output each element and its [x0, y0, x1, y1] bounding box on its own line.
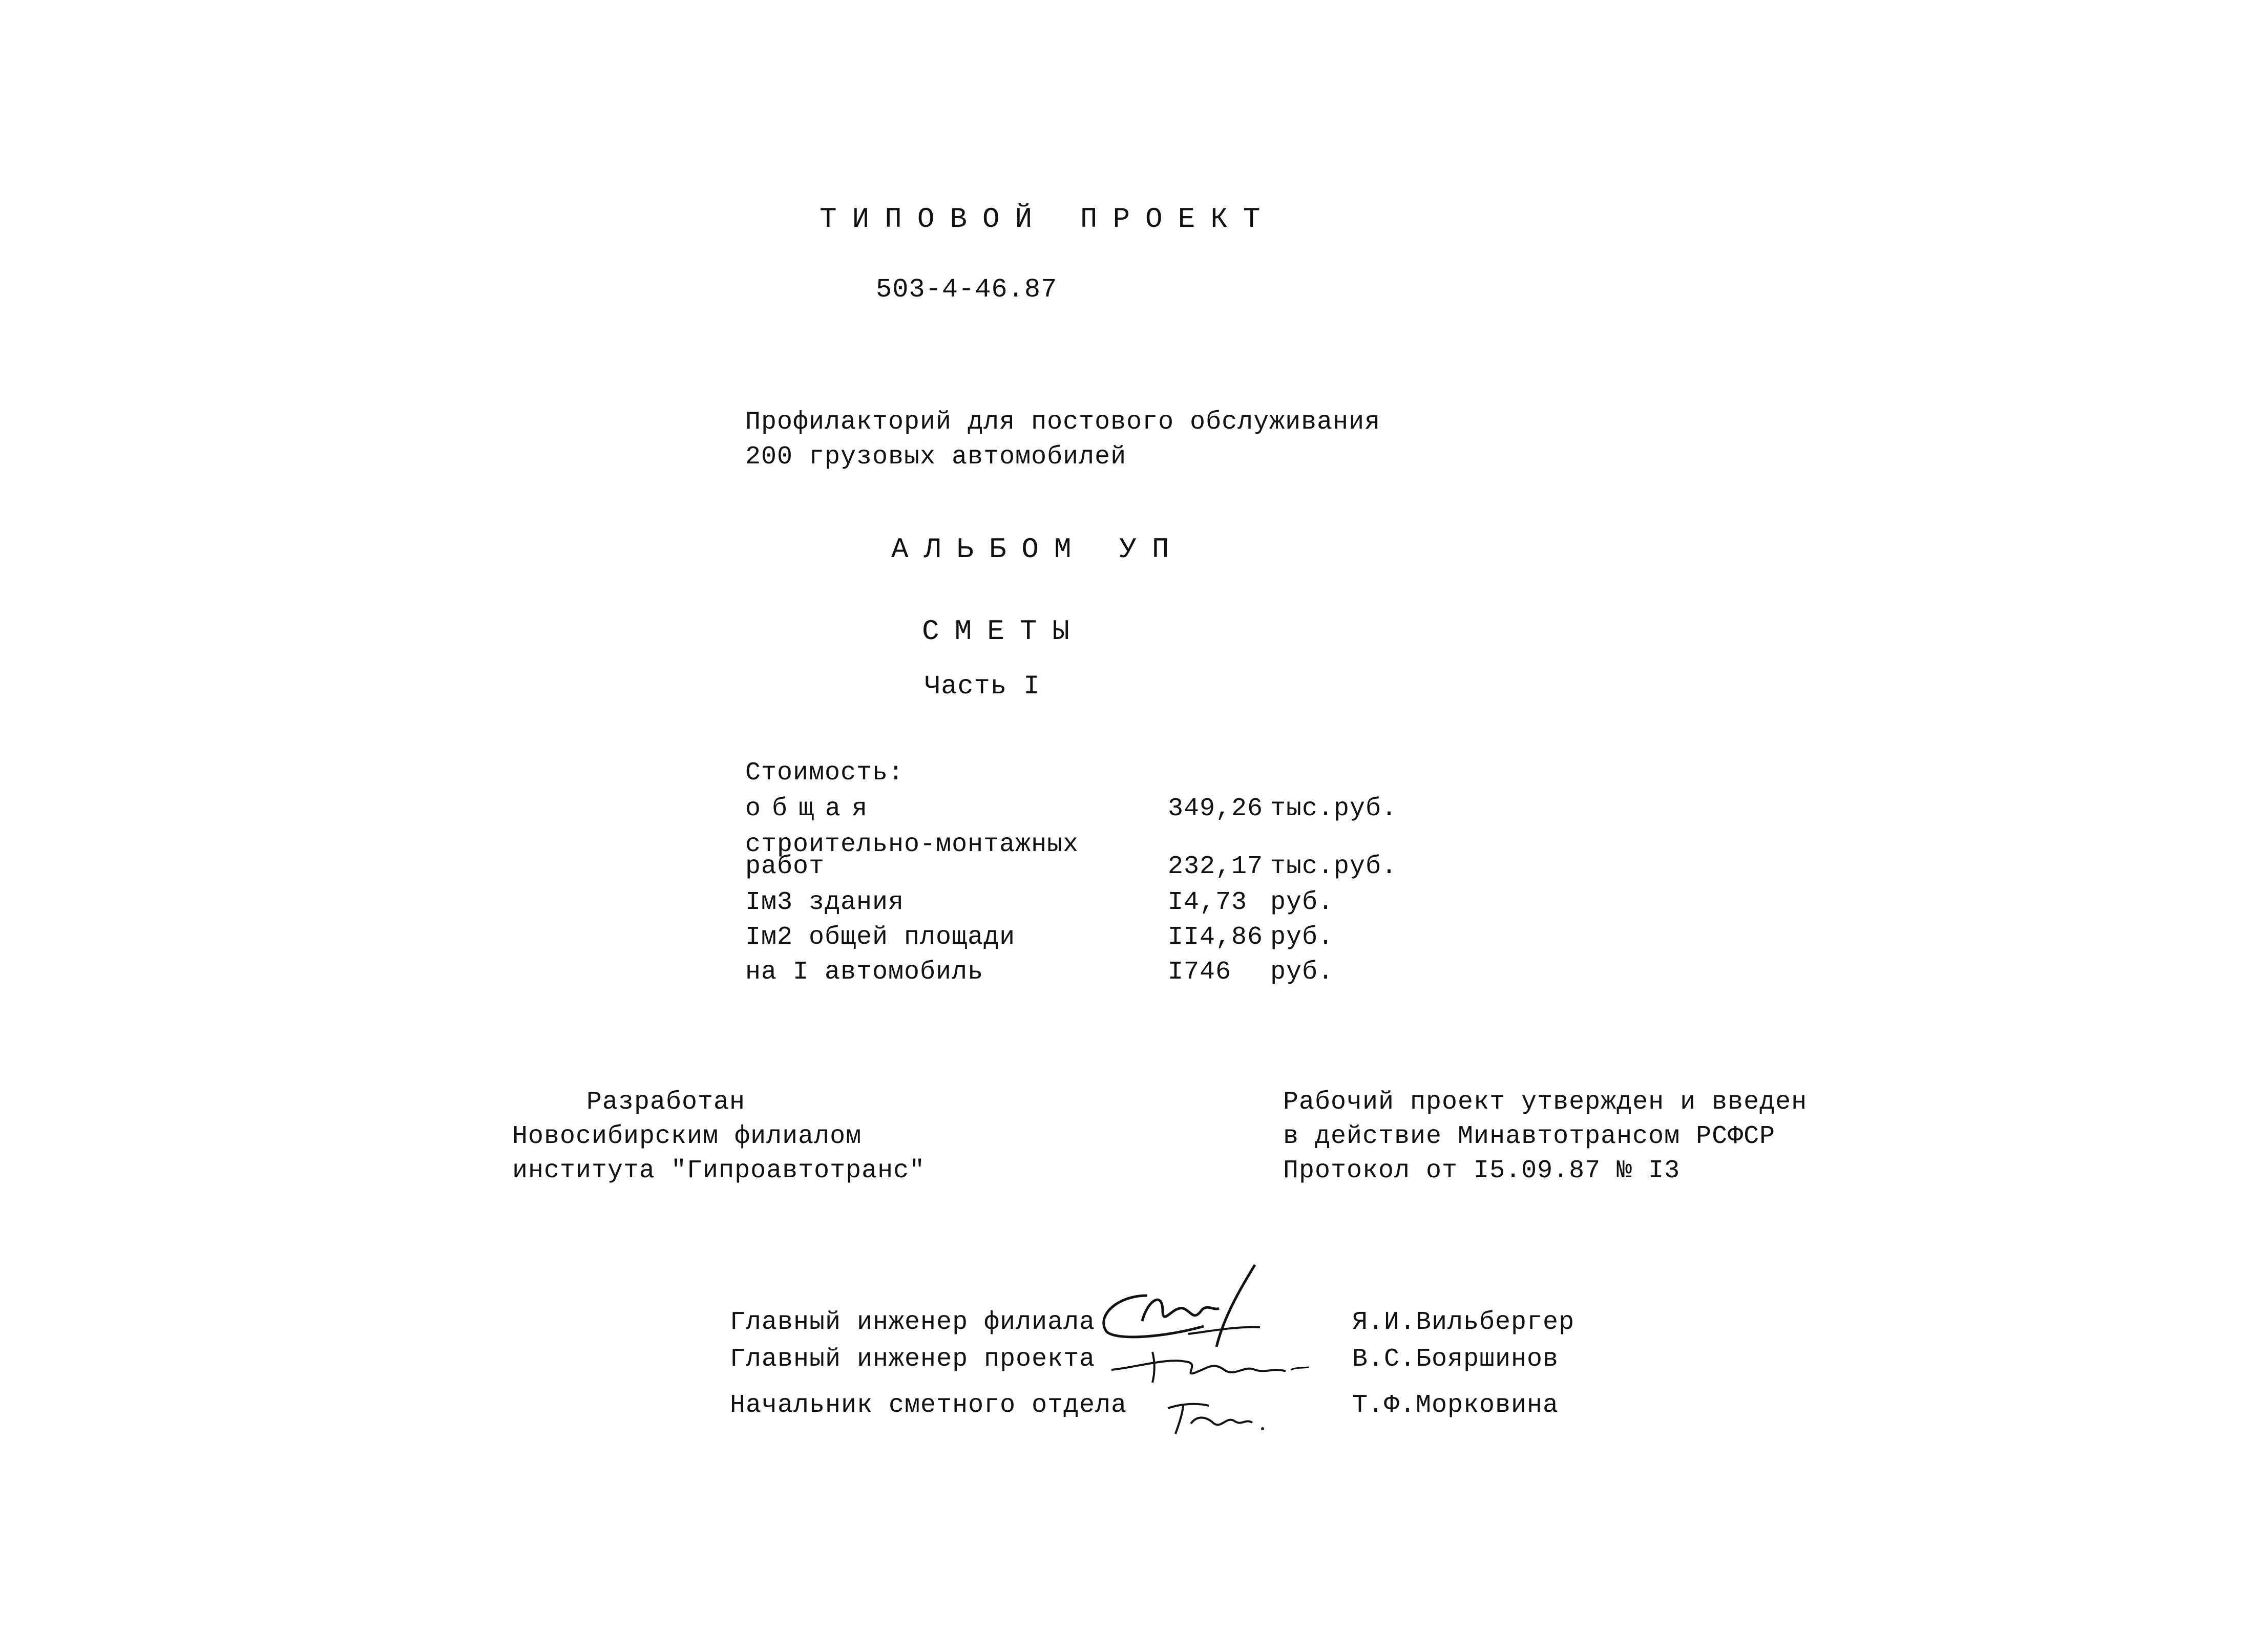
- developer-line-3: института "Гипроавтотранс": [512, 1156, 926, 1185]
- developer-line-2: Новосибирским филиалом: [512, 1122, 862, 1151]
- cost-unit-total: тыс.руб.: [1270, 794, 1398, 823]
- signatory-role-2: Главный инженер проекта: [730, 1345, 1096, 1374]
- signature-1-icon: [1086, 1260, 1270, 1352]
- project-number: 503-4-46.87: [876, 274, 1058, 305]
- signatory-name-2: В.С.Бояршинов: [1352, 1345, 1559, 1374]
- subject-line-2: 200 грузовых автомобилей: [745, 442, 1127, 472]
- cost-label-m3: Iм3 здания: [745, 888, 905, 917]
- signature-3-icon: [1163, 1393, 1275, 1439]
- cost-label-vehicle: на I автомобиль: [745, 958, 984, 987]
- signatory-role-1: Главный инженер филиала: [730, 1308, 1096, 1337]
- signatory-name-3: Т.Ф.Морковина: [1352, 1391, 1559, 1420]
- cost-label-m2: Iм2 общей площади: [745, 923, 1016, 952]
- album-title: АЛЬБОМ УП: [891, 533, 1185, 566]
- signatory-role-3: Начальник сметного отдела: [730, 1391, 1127, 1420]
- cost-value-construction: 232,17: [1168, 852, 1264, 881]
- approval-line-3: Протокол от I5.09.87 № I3: [1283, 1156, 1681, 1185]
- cost-unit-vehicle: руб.: [1270, 958, 1334, 987]
- cost-value-m3: I4,73: [1168, 888, 1248, 917]
- signatory-name-1: Я.И.Вильбергер: [1352, 1308, 1575, 1337]
- part-label: Часть I: [925, 671, 1040, 702]
- cost-value-vehicle: I746: [1168, 958, 1232, 987]
- section-title: СМЕТЫ: [922, 615, 1085, 648]
- cost-label-construction: строительно-монтажных: [745, 830, 1079, 859]
- developer-line-1: Разработан: [586, 1088, 746, 1117]
- approval-line-2: в действие Минавтотрансом РСФСР: [1283, 1122, 1776, 1151]
- subject-line-1: Профилакторий для постового обслуживания: [745, 408, 1381, 437]
- cost-value-total: 349,26: [1168, 794, 1264, 823]
- cost-heading: Стоимость:: [745, 758, 905, 788]
- cost-value-m2: II4,86: [1168, 923, 1264, 952]
- signature-2-icon: [1106, 1342, 1311, 1388]
- cost-unit-m3: руб.: [1270, 888, 1334, 917]
- cost-label-total: общая: [745, 794, 879, 823]
- cost-unit-construction: тыс.руб.: [1270, 852, 1398, 881]
- approval-line-1: Рабочий проект утвержден и введен: [1283, 1088, 1808, 1117]
- cost-label-construction-2: работ: [745, 852, 825, 881]
- cost-unit-m2: руб.: [1270, 923, 1334, 952]
- document-title: ТИПОВОЙ ПРОЕКТ: [820, 203, 1276, 236]
